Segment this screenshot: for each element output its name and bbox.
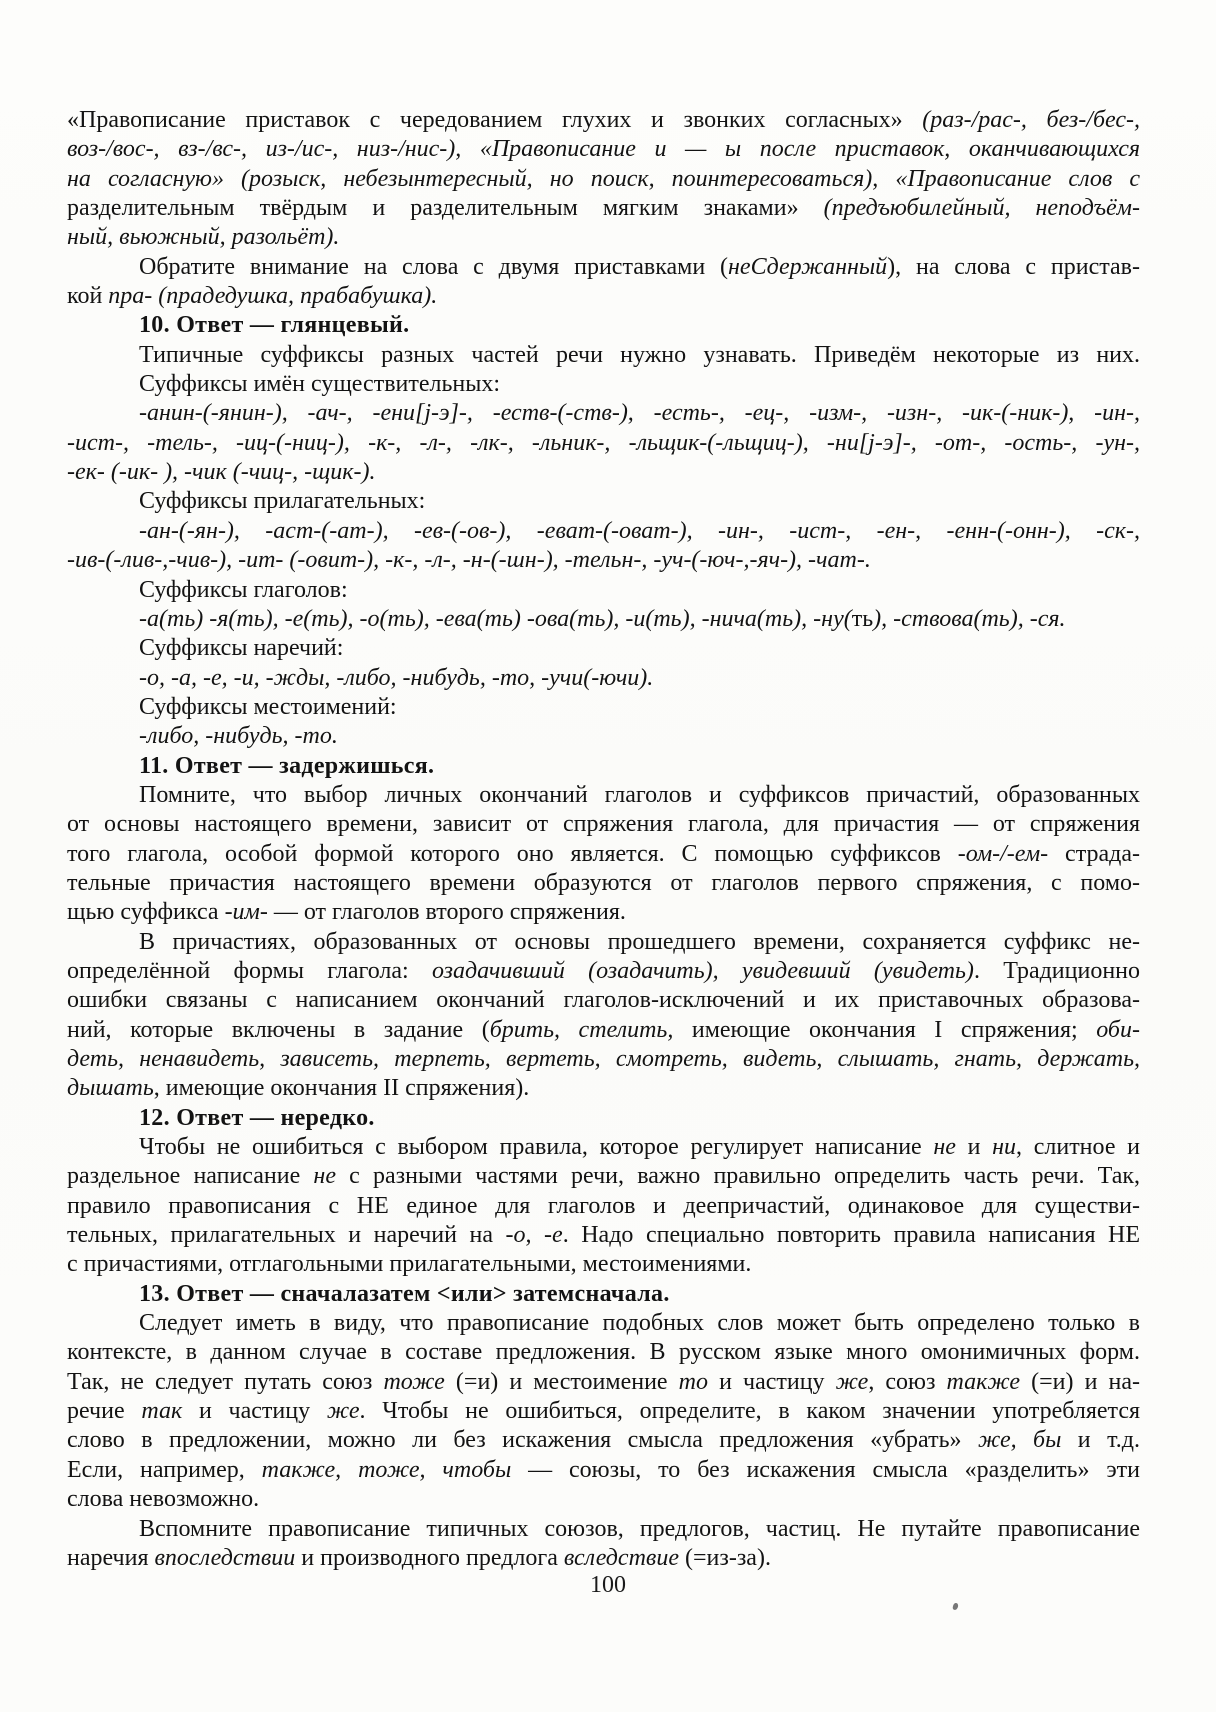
text-run: неСдержанный xyxy=(728,253,888,280)
text-run: имеющие окончания I спряжения; xyxy=(673,1016,1097,1043)
text-run: Суффиксы имён существительных: xyxy=(139,371,501,398)
section-label xyxy=(67,576,1140,605)
text-run: . Традиционно xyxy=(973,957,1140,984)
paragraph-line xyxy=(67,282,1140,311)
text-run: с разными частями речи, важно правильно определить часть речи. Так, xyxy=(335,1163,1140,1190)
text-run: ни xyxy=(992,1134,1017,1161)
paragraph-line xyxy=(67,781,1140,810)
text-run: , имеющие окончания II спряжения). xyxy=(153,1075,530,1102)
text-run: , слитное и xyxy=(1016,1134,1140,1161)
text-run: же xyxy=(326,1398,360,1425)
text-run: ний, которые включены в задание ( xyxy=(67,1016,490,1043)
paragraph-line xyxy=(67,1426,1140,1455)
text-run: ), на слова с пристав- xyxy=(887,253,1140,280)
text-run: тельных, прилагательных и наречий на xyxy=(67,1222,506,1249)
section-label xyxy=(67,634,1140,663)
text-run: наречия xyxy=(67,1544,155,1571)
answer-heading xyxy=(67,311,1140,340)
text-run: слово в предложении, можно ли без искажения смысла предложения «убрать» xyxy=(67,1427,978,1454)
section-label xyxy=(67,487,1140,516)
text-run: (раз-/рас-, без-/бес-, xyxy=(922,107,1140,133)
text-run: , союз xyxy=(868,1368,947,1395)
paragraph-line xyxy=(67,928,1140,957)
paragraph-line xyxy=(67,957,1140,986)
text-run: не xyxy=(933,1134,956,1161)
text-run: Суффиксы наречий: xyxy=(139,635,344,662)
section-label xyxy=(67,370,1140,399)
text-run: Так, не следует путать союз xyxy=(67,1368,384,1395)
text-run: страда- xyxy=(1048,840,1140,867)
paragraph-line xyxy=(67,1515,1140,1544)
paragraph-line xyxy=(67,1544,1140,1573)
paragraph-line xyxy=(67,106,1140,135)
text-run: -ист-, -тель-, -иц-(-ниц-), -к-, -л-, -лк-, -льник-, -льщик-(-льщиц-), -ни[j-э]-, -от-, -ость-, -ун-, xyxy=(67,429,1140,456)
text-run: воз-/вос-, вз-/вс-, из-/ис-, низ-/нис-), «Правописание и — ы после приставок, оканчивающихся xyxy=(67,136,1140,163)
text-run: пра- (прадедушка, прабабушка). xyxy=(108,283,438,310)
text-run: то xyxy=(678,1368,708,1395)
text-run: 12. Ответ — нередко. xyxy=(139,1104,375,1131)
text-run: вследствие xyxy=(563,1544,679,1571)
suffix-list-line xyxy=(67,546,1140,575)
text-run: правило правописания с НЕ единое для глаголов и деепричастий, одинаковое для существи- xyxy=(67,1192,1140,1219)
paragraph-line xyxy=(67,1485,1140,1514)
text-run: раздельное написание xyxy=(67,1163,314,1190)
text-run: же xyxy=(835,1368,869,1395)
suffix-list-line xyxy=(67,458,1140,487)
paragraph-line xyxy=(67,341,1140,370)
paragraph-line xyxy=(67,810,1140,839)
suffix-list-line xyxy=(67,664,1140,693)
paragraph-line xyxy=(67,1045,1140,1074)
text-run: от основы настоящего времени, зависит от спряжения глагола, для причастия — от спряжения xyxy=(67,811,1140,838)
text-run: . Надо специально повторить правила написания НЕ xyxy=(562,1222,1140,1249)
text-column xyxy=(67,106,1140,1573)
text-run: щью суффикса xyxy=(67,899,225,926)
paragraph-line xyxy=(67,869,1140,898)
text-run: так xyxy=(141,1398,183,1425)
paragraph-line xyxy=(67,1397,1140,1426)
answer-heading xyxy=(67,1280,1140,1309)
text-run: -либо, -нибудь, -то. xyxy=(139,723,338,750)
text-run: оби- xyxy=(1096,1016,1140,1043)
text-run: тоже xyxy=(383,1368,445,1395)
text-run: 11. Ответ — задержишься. xyxy=(139,752,435,779)
text-run: -анин-(-янин-), -ач-, -ени[j-э]-, -еств-(-ств-), -есть-, -ец-, -изм-, -изн-, -ик-(-ник-), -ин-, xyxy=(139,400,1140,427)
paragraph-line xyxy=(67,1368,1140,1397)
paragraph-line xyxy=(67,986,1140,1015)
text-run: Вспомните правописание типичных союзов, предлогов, частиц. Не путайте правописание xyxy=(139,1515,1140,1542)
text-run: -ек- (-ик- ), -чик (-чиц-, -щик-). xyxy=(67,459,376,486)
paragraph-line xyxy=(67,253,1140,282)
text-run: брить, стелить, xyxy=(489,1016,674,1043)
text-run: ), -ствова(ть), -ся. xyxy=(873,605,1066,632)
text-run: также, тоже, чтобы xyxy=(261,1456,512,1483)
text-run: также xyxy=(946,1368,1021,1395)
text-run: -а(ть) -я(ть), -е(ть), -о(ть), -ева(ть) -ова(ть), -и(ть), -нича(ть), -ну( xyxy=(139,605,852,632)
paragraph-line xyxy=(67,165,1140,194)
paragraph-line xyxy=(67,898,1140,927)
text-run: и т.д. xyxy=(1061,1427,1140,1454)
text-run: тельные причастия настоящего времени образуются от глаголов первого спряжения, с помо- xyxy=(67,869,1140,896)
text-run: Обратите внимание на слова с двумя приставками ( xyxy=(139,253,729,280)
text-run: Суффиксы местоимений: xyxy=(139,693,397,720)
text-run: -о, -а, -е, -и, -жды, -либо, -нибудь, -то, -учи(-ючи). xyxy=(139,664,654,691)
paragraph-line xyxy=(67,223,1140,252)
paragraph-line xyxy=(67,1074,1140,1103)
text-run: — от глаголов второго спряжения. xyxy=(267,899,626,926)
text-run: Если, например, xyxy=(67,1456,262,1483)
text-run: (предъюбилейный, неподъём- xyxy=(823,195,1140,222)
text-run: -ив-(-лив-,-чив-), -ит- (-овит-), -к-, -л-, -н-(-шн-), -тельн-, -уч-(-юч-,-яч-), -чат-. xyxy=(67,547,871,574)
paragraph-line xyxy=(67,840,1140,869)
text-run: Следует иметь в виду, что правописание подобных слов может быть определено только в xyxy=(139,1310,1140,1337)
text-run: Чтобы не ошибиться с выбором правила, которое регулирует написание xyxy=(139,1134,934,1161)
paragraph-line xyxy=(67,1192,1140,1221)
paragraph-line xyxy=(67,135,1140,164)
text-run: впоследствии xyxy=(154,1544,296,1571)
paragraph-line xyxy=(67,1221,1140,1250)
text-run: -ом-/-ем- xyxy=(957,840,1049,867)
text-run: ошибки связаны с написанием окончаний глаголов-исключений и их приставочных образова- xyxy=(67,987,1140,1014)
suffix-list-line xyxy=(67,517,1140,546)
text-run: . Чтобы не ошибиться, определите, в каком значении употребляется xyxy=(359,1398,1140,1425)
answer-heading xyxy=(67,752,1140,781)
paragraph-line xyxy=(67,1162,1140,1191)
text-run: (=из-за). xyxy=(678,1544,771,1571)
text-run: не xyxy=(313,1163,336,1190)
text-run: Типичные суффиксы разных частей речи нужно узнавать. Приведём некоторые из них. xyxy=(139,341,1140,368)
text-run: -о, -е xyxy=(505,1222,563,1249)
text-run: с причастиями, отглагольными прилагательными, местоимениями. xyxy=(67,1251,752,1278)
text-run: -им- xyxy=(224,899,268,926)
section-label xyxy=(67,693,1140,722)
text-run: деть, ненавидеть, зависеть, терпеть, вертеть, смотреть, видеть, слышать, гнать, держать, xyxy=(67,1046,1140,1072)
paragraph-line xyxy=(67,1133,1140,1162)
suffix-list-line xyxy=(67,429,1140,458)
paragraph-line xyxy=(67,194,1140,223)
suffix-list-line xyxy=(67,722,1140,751)
text-run: — союзы, то без искажения смысла «разделить» эти xyxy=(511,1456,1140,1483)
text-run: (=и) и местоимение xyxy=(444,1368,679,1395)
scan-speck-artifact xyxy=(952,1602,959,1610)
text-run: и производного предлога xyxy=(295,1544,564,1571)
suffix-list-line xyxy=(67,399,1140,428)
text-run: слова невозможно. xyxy=(67,1486,260,1513)
text-run: и частицу xyxy=(708,1368,836,1395)
paragraph-line xyxy=(67,1456,1140,1485)
text-run: определённой формы глагола: xyxy=(67,957,432,984)
paragraph-line xyxy=(67,1016,1140,1045)
text-run: В причастиях, образованных от основы прошедшего времени, сохраняется суффикс не- xyxy=(139,928,1140,955)
page-number: 100 xyxy=(590,1572,626,1598)
text-run: контексте, в данном случае в составе предложения. В русском языке много омонимичных форм. xyxy=(67,1339,1140,1366)
text-run: и xyxy=(955,1134,993,1161)
text-run: дышать xyxy=(67,1075,154,1102)
text-run: того глагола, особой формой которого оно является. С помощью суффиксов xyxy=(67,840,958,867)
text-run: Суффиксы прилагательных: xyxy=(139,488,426,515)
text-run: 13. Ответ — сначалазатем <или> затемсначала. xyxy=(139,1280,670,1307)
text-run: Суффиксы глаголов: xyxy=(139,576,348,603)
text-run: же, бы xyxy=(977,1427,1062,1454)
text-run: Помните, что выбор личных окончаний глаголов и суффиксов причастий, образованных xyxy=(139,781,1140,808)
text-run: разделительным твёрдым и разделительным мягким знаками» xyxy=(67,195,824,222)
answer-heading xyxy=(67,1104,1140,1133)
text-run: (=и) и на- xyxy=(1020,1368,1140,1395)
suffix-list-line xyxy=(67,605,1140,634)
text-run: «Правописание приставок с чередованием глухих и звонких согласных» xyxy=(67,107,923,133)
text-run: ный, вьюжный, разольёт). xyxy=(67,224,340,251)
text-run: 10. Ответ — глянцевый. xyxy=(139,312,410,339)
text-run: на согласную» (розыск, небезынтересный, но поиск, поинтересоваться), «Правописание слов с xyxy=(67,165,1140,192)
text-run: кой xyxy=(67,283,109,310)
text-run: -ан-(-ян-), -аст-(-ат-), -ев-(-ов-), -еват-(-оват-), -ин-, -ист-, -ен-, -енн-(-онн-), -ск-, xyxy=(139,517,1140,544)
paragraph-line xyxy=(67,1338,1140,1367)
paragraph-line xyxy=(67,1250,1140,1279)
paragraph-line xyxy=(67,1309,1140,1338)
text-run: и частицу xyxy=(182,1398,327,1425)
text-run: озадачивший (озадачить), увидевший (увидеть) xyxy=(431,957,974,984)
text-run: речие xyxy=(67,1398,142,1425)
text-run: ть xyxy=(851,605,874,632)
